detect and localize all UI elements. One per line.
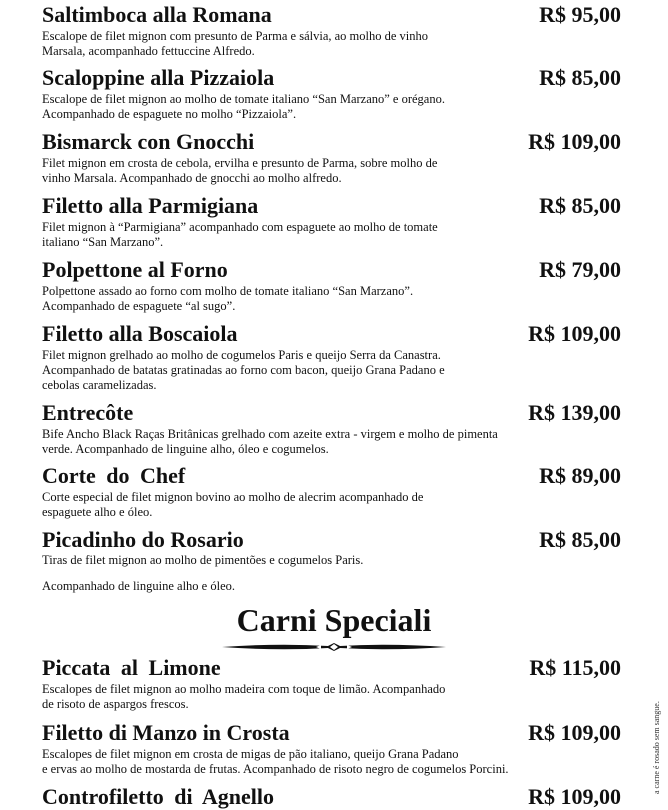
dish-price: R$ 85,00	[539, 193, 621, 218]
dish-price: R$ 79,00	[539, 257, 621, 282]
ornament-divider-icon	[218, 640, 450, 654]
dish-description: Escalopes de filet mignon em crosta de migas de pão italiano, queijo Grana Padano e ervas ao molho de mostarda de frutas. Acompanhado de risoto negro de cogumelos Porcini.	[42, 747, 509, 776]
dish-price: R$ 109,00	[528, 784, 621, 809]
dish-description: Bife Ancho Black Raças Britânicas grelhado com azeite extra - virgem e molho de pimenta verde. Acompanhado de linguine alho, óleo e cogumelos.	[42, 427, 498, 456]
dish-name: Scaloppine alla Pizzaiola	[42, 65, 275, 90]
dish-description: Filet mignon em crosta de cebola, ervilha e presunto de Parma, sobre molho de vinho Marsala. Acompanhado de gnocchi ao molho alfredo.	[42, 156, 438, 185]
dish-name: Polpettone al Forno	[42, 257, 228, 282]
dish-name: Filetto alla Boscaiola	[42, 321, 238, 346]
dish-price: R$ 109,00	[528, 720, 621, 745]
dish-price: R$ 95,00	[539, 2, 621, 27]
dish-description: Corte especial de filet mignon bovino ao molho de alecrim acompanhado de espaguete alho e óleo.	[42, 490, 424, 519]
dish-name: Saltimboca alla Romana	[42, 2, 272, 27]
dish-name: Corte do Chef	[42, 463, 186, 488]
dish-name: Filetto alla Parmigiana	[42, 193, 259, 218]
dish-price: R$ 109,00	[528, 321, 621, 346]
dish-description: Filet mignon grelhado ao molho de cogumelos Paris e queijo Serra da Canastra. Acompanhado de batatas gratinadas ao forno com bacon, queijo Grana Padano e cebolas caramelizadas.	[42, 348, 445, 392]
dish-description: Polpettone assado ao forno com molho de tomate italiano “San Marzano”. Acompanhado de espaguete “al sugo”.	[42, 284, 414, 313]
dish-name: Bismarck con Gnocchi	[42, 129, 255, 154]
section-title: Carni Speciali	[236, 602, 432, 638]
dish-price: R$ 85,00	[539, 527, 621, 552]
dish-price: R$ 115,00	[529, 655, 621, 680]
dish-name: Picadinho do Rosario	[42, 527, 244, 552]
side-note: a carne é rosado sem sangue.	[652, 701, 661, 794]
dish-name: Entrecôte	[42, 400, 134, 425]
dish-description: Escalopes de filet mignon ao molho madeira com toque de limão. Acompanhado de risoto de aspargos frescos.	[42, 682, 446, 711]
dish-price: R$ 139,00	[528, 400, 621, 425]
dish-price: R$ 109,00	[528, 129, 621, 154]
dish-description: Escalope de filet mignon ao molho de tomate italiano “San Marzano” e orégano. Acompanhado de espaguete no molho “Pizzaiola”.	[42, 92, 445, 121]
dish-name: Controfiletto di Agnello	[42, 784, 275, 809]
dish-price: R$ 85,00	[539, 65, 621, 90]
dish-price: R$ 89,00	[539, 463, 621, 488]
dish-description: Escalope de filet mignon com presunto de Parma e sálvia, ao molho de vinho Marsala, acompanhado fettuccine Alfredo.	[42, 29, 429, 58]
dish-name: Piccata al Limone	[42, 655, 221, 680]
dish-description: Tiras de filet mignon ao molho de pimentões e cogumelos Paris. Acompanhado de linguine alho e óleo.	[42, 553, 364, 593]
dish-description: Filet mignon à “Parmigiana” acompanhado com espaguete ao molho de tomate italiano “San Marzano”.	[42, 220, 438, 249]
dish-name: Filetto di Manzo in Crosta	[42, 720, 290, 745]
